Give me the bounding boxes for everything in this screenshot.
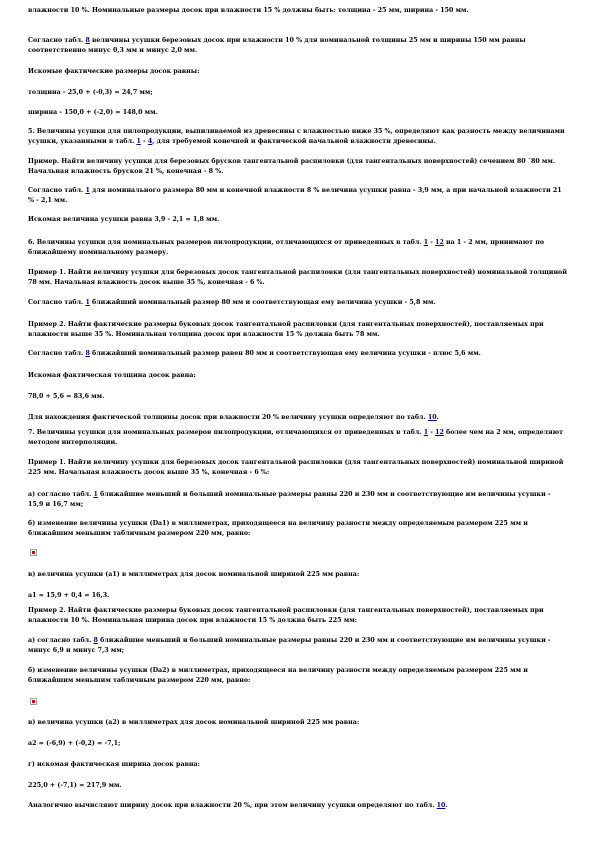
- paragraph: [28, 127, 568, 146]
- paragraph: [28, 108, 568, 118]
- paragraph: [28, 801, 568, 811]
- paragraph: [28, 215, 568, 225]
- paragraph-text: .: [436, 414, 439, 421]
- paragraph-text: Аналогично вычисляют ширину досок при влажности 20 %, при этом величину усушки определяют по табл.: [28, 802, 437, 809]
- paragraph-text: Пример 2. Найти фактические размеры буковых досок тангентальной распиловки (для тангентальных поверхностей), поставляемых при влажности 10 %. Номинальная ширина досок при влажности 15 % должна быть 225 мм:: [28, 607, 544, 624]
- paragraph: [28, 666, 568, 685]
- paragraph: [28, 88, 568, 98]
- paragraph-text: .: [445, 802, 448, 809]
- paragraph-text: -: [428, 429, 436, 436]
- table-reference-link[interactable]: 12: [435, 429, 444, 436]
- table-reference-link[interactable]: 4: [147, 137, 153, 145]
- table-reference-link[interactable]: 1: [85, 299, 90, 306]
- table-reference-link[interactable]: 1: [93, 491, 98, 498]
- paragraph-text: Согласно табл.: [28, 299, 86, 306]
- paragraph-text: для номинального размера 80 мм и конечной влажности 8 % величина усушки равна - 3,9 мм, а при начальной влажности 21 % - 2,1 мм.: [28, 187, 562, 204]
- paragraph-text: г) искомая фактическая ширина досок равна:: [28, 761, 200, 768]
- paragraph-text: Согласно табл.: [28, 37, 86, 44]
- paragraph: [28, 36, 568, 55]
- table-reference-link[interactable]: 8: [85, 37, 90, 44]
- paragraph-text: Пример 2. Найти фактические размеры буковых досок тангентальной распиловки (для тангентальных поверхностей), поставляемых при влажности выше 35 %. Номинальная толщина досок при влажности 15 % должна быть 78 мм.: [28, 321, 544, 338]
- paragraph-text: , для требуемой конечной и фактической начальной влажности древесины.: [152, 137, 436, 145]
- paragraph: [28, 760, 568, 770]
- table-reference-link[interactable]: 1: [85, 187, 90, 194]
- paragraph: [28, 67, 568, 77]
- paragraph: [28, 349, 568, 359]
- paragraph: [28, 781, 568, 791]
- paragraph-text: Искомая величина усушки равна 3,9 - 2,1 = 1,8 мм.: [28, 216, 220, 223]
- paragraph-text: ширина - 150,0 + (-2,0) = 148,0 мм.: [28, 109, 158, 116]
- paragraph: [28, 238, 568, 257]
- paragraph-text: толщина - 25,0 + (-0,3) = 24,7 мм;: [28, 89, 153, 96]
- paragraph: [28, 636, 568, 655]
- paragraph-text: ближайший номинальный размер 80 мм и соответствующая ему величина усушки - 5,8 мм.: [89, 299, 436, 306]
- paragraph-text: Согласно табл.: [28, 187, 86, 194]
- paragraph-text: б) изменение величины усушки (Dа1) в миллиметрах, приходящееся на величину разности между определяемым размером 225 мм и ближайшим меньшим табличным размером 220 мм, равно:: [28, 520, 528, 537]
- paragraph-text: Пример 1. Найти величину усушки для березовых досок тангентальной распиловки (для тангентальных поверхностей) номинальной шириной 225 мм. Начальная влажность досок выше 35 %, конечная - 6 %:: [28, 459, 564, 476]
- paragraph: [28, 570, 568, 580]
- paragraph: [28, 186, 568, 205]
- paragraph-text: ближайший номинальный размер равен 80 мм и соответствующая ему величина усушки - плюс 5,6 мм.: [89, 350, 481, 357]
- paragraph-text: а1 = 15,9 + 0,4 = 16,3.: [28, 592, 110, 599]
- paragraph-text: а) согласно табл.: [28, 637, 94, 644]
- paragraph: [28, 739, 568, 749]
- paragraph-text: величины усушки березовых досок при влажности 10 % для номинальной толщины 25 мм и ширины 150 мм равны соответственно минус 0,3 мм и минус 2,0 мм.: [28, 37, 526, 54]
- table-reference-link[interactable]: 10: [436, 802, 446, 809]
- paragraph: [28, 490, 568, 509]
- paragraph-text: -: [140, 137, 148, 145]
- paragraph-text: Искомая фактическая толщина досок равна:: [28, 372, 196, 379]
- table-reference-link[interactable]: 8: [85, 350, 90, 357]
- table-reference-link[interactable]: 8: [93, 637, 98, 644]
- paragraph: [28, 6, 568, 16]
- paragraph: [28, 157, 568, 176]
- paragraph-text: а) согласно табл.: [28, 491, 94, 498]
- paragraph-text: Искомые фактические размеры досок равны:: [28, 68, 200, 75]
- paragraph: [28, 320, 568, 339]
- paragraph-text: б) изменение величины усушки (Dа2) в миллиметрах, приходящееся на величину разности между определяемым размером 225 мм и ближайшим меньшим табличным размером 220 мм, равно:: [28, 667, 528, 684]
- paragraph-text: на 1 - 2 мм, принимают по ближайшему номинальному размеру.: [28, 239, 545, 256]
- paragraph-text: Пример. Найти величину усушки для березовых брусков тангентальной распиловки (для тангентальных поверхностей) сечением 80 ´80 мм. Начальная влажность брусков 21 %, конечная - 8 %.: [28, 158, 556, 175]
- paragraph: [28, 298, 568, 308]
- paragraph-text: 6. Величины усушки для номинальных размеров пилопродукции, отличающихся от приведенных в табл.: [28, 239, 424, 246]
- paragraph: [28, 371, 568, 381]
- paragraph: [28, 458, 568, 477]
- paragraph: [28, 428, 568, 447]
- paragraph-text: ближайшие меньший и больший номинальные размеры равны 220 и 230 мм и соответствующие им величины усушки - 15,9 и 16,7 мм;: [28, 491, 551, 508]
- paragraph: [28, 519, 568, 538]
- paragraph-text: ближайшие меньший и больший номинальные размеры равны 220 и 230 мм и соответствующие им величины усушки - минус 6,9 и минус 7,3 мм;: [28, 637, 551, 654]
- paragraph: [28, 718, 568, 728]
- paragraph-text: влажности 10 %. Номинальные размеры досок при влажности 15 % должны быть: толщина - 25 мм, ширина - 150 мм.: [28, 7, 469, 14]
- paragraph: [28, 392, 568, 402]
- paragraph-text: более чем на 2 мм, определяют методом интерполяции.: [28, 429, 564, 446]
- table-reference-link[interactable]: 1: [136, 137, 141, 145]
- paragraph-text: в) величина усушки (а2) в миллиметрах для досок номинальной шириной 225 мм равна:: [28, 719, 360, 726]
- table-reference-link[interactable]: 10: [427, 414, 437, 421]
- paragraph-text: а2 = (-6,9) + (-0,2) = -7,1;: [28, 740, 121, 747]
- broken-image-icon: [30, 698, 37, 705]
- paragraph-text: -: [428, 239, 436, 246]
- table-reference-link[interactable]: 1: [423, 239, 429, 246]
- paragraph-text: 225,0 + (-7,1) = 217,9 мм.: [28, 782, 122, 789]
- paragraph: [28, 591, 568, 601]
- paragraph: [28, 413, 568, 423]
- paragraph-text: Для нахождения фактической толщины досок при влажности 20 % величину усушки определяют по табл.: [28, 414, 428, 421]
- table-reference-link[interactable]: 1: [423, 429, 429, 436]
- paragraph-text: 5. Величины усушки для пилопродукции, выпиливаемой из древесины с влажностью ниже 35 %, определяют как разность между величинами усушки, указанными в табл.: [28, 128, 565, 145]
- broken-image-icon: [30, 549, 37, 556]
- paragraph-text: Согласно табл.: [28, 350, 86, 357]
- paragraph: [28, 268, 568, 287]
- paragraph-text: Пример 1. Найти величину усушки для березовых досок тангентальной распиловки (для тангентальных поверхностей) номинальной толщиной 78 мм. Начальная влажность досок выше 35 %, конечная - 6 %.: [28, 269, 567, 286]
- paragraph-text: в) величина усушки (а1) в миллиметрах для досок номинальной шириной 225 мм равна:: [28, 571, 360, 578]
- table-reference-link[interactable]: 12: [435, 239, 444, 246]
- paragraph-text: 78,0 + 5,6 = 83,6 мм.: [28, 393, 105, 400]
- paragraph: [28, 606, 568, 625]
- paragraph-text: 7. Величины усушки для номинальных размеров пилопродукции, отличающихся от приведенных в табл.: [28, 429, 424, 436]
